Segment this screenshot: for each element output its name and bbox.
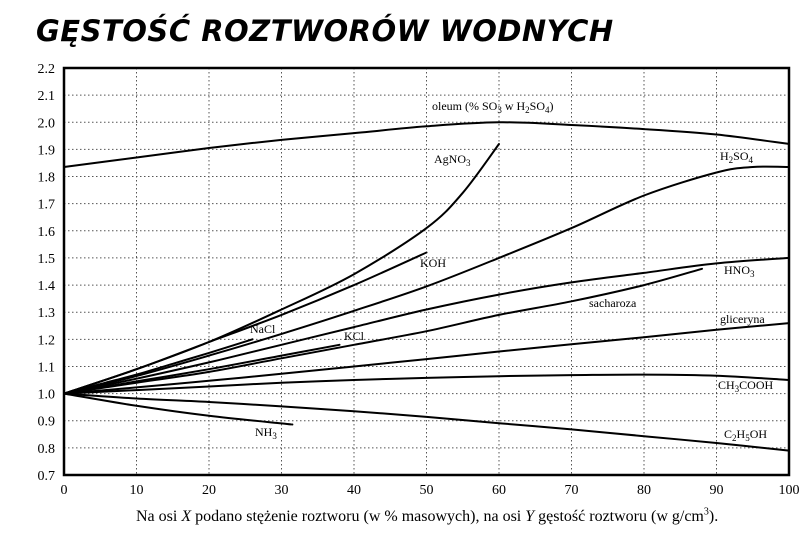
y-tick-label: 1.1 bbox=[37, 360, 55, 376]
series-label-nh3 bbox=[255, 425, 277, 441]
label-text: H bbox=[720, 149, 729, 163]
y-tick-label: 2.2 bbox=[37, 62, 55, 77]
x-tick-label: 40 bbox=[347, 483, 361, 498]
label-text: CH bbox=[718, 378, 735, 392]
label-text: SO bbox=[529, 99, 546, 113]
footnote-exponent: 3 bbox=[703, 506, 709, 518]
label-subscript: 3 bbox=[750, 269, 755, 279]
label-subscript: 4 bbox=[748, 155, 754, 165]
label-subscript: 3 bbox=[466, 158, 471, 168]
x-tick-label: 0 bbox=[60, 483, 68, 498]
label-text: KOH bbox=[420, 256, 446, 270]
series-line-nh3 bbox=[64, 394, 292, 425]
label-text: NH bbox=[255, 425, 273, 439]
y-tick-label: 1.2 bbox=[37, 333, 55, 349]
y-tick-label: 0.7 bbox=[37, 469, 55, 484]
y-tick-label: 2.1 bbox=[37, 89, 55, 105]
x-tick-label: 60 bbox=[492, 483, 506, 498]
x-tick-label: 80 bbox=[637, 483, 651, 498]
label-text: ) bbox=[549, 99, 554, 113]
label-subscript: 4 bbox=[545, 105, 550, 115]
series-label-nacl bbox=[250, 322, 276, 336]
label-text: OH bbox=[749, 427, 768, 441]
axis-footnote bbox=[136, 508, 718, 526]
chart-title: GĘSTOŚĆ ROZTWORÓW WODNYCH bbox=[36, 14, 614, 48]
label-text: oleum (% SO bbox=[432, 99, 498, 113]
x-tick-label: 90 bbox=[709, 483, 724, 498]
y-tick-label: 1.9 bbox=[37, 143, 55, 159]
label-subscript: 3 bbox=[734, 384, 740, 394]
label-text: C bbox=[724, 427, 733, 441]
label-text: gliceryna bbox=[720, 312, 765, 326]
label-text: sacharoza bbox=[589, 296, 637, 310]
label-text: w H bbox=[501, 99, 526, 113]
label-text: AgNO bbox=[434, 152, 466, 166]
y-tick-label: 1.0 bbox=[37, 387, 55, 403]
y-tick-label: 2.0 bbox=[37, 116, 55, 132]
grid-layer bbox=[64, 68, 789, 475]
label-subscript: 3 bbox=[497, 105, 502, 115]
x-tick-label: 70 bbox=[564, 483, 579, 498]
footnote-text-4: ). bbox=[708, 508, 719, 525]
series-label-ch3cooh bbox=[718, 378, 774, 394]
series-label-hno3 bbox=[724, 263, 755, 279]
x-tick-label: 100 bbox=[778, 483, 800, 498]
label-text: COOH bbox=[739, 378, 774, 392]
x-tick-label: 20 bbox=[202, 483, 216, 498]
y-tick-label: 1.6 bbox=[37, 224, 55, 240]
series-label-sacharoza bbox=[589, 296, 637, 310]
label-subscript: 3 bbox=[272, 431, 277, 441]
label-text: NaCl bbox=[250, 322, 276, 336]
label-text: HNO bbox=[724, 263, 750, 277]
series-label-h2so4 bbox=[720, 149, 754, 165]
x-tick-label: 10 bbox=[129, 483, 144, 498]
label-text: H bbox=[736, 427, 746, 441]
series-label-oleum-so3-w-h2so4 bbox=[432, 99, 554, 115]
y-tick-label: 0.9 bbox=[37, 414, 55, 430]
footnote-y-var: Y bbox=[525, 508, 535, 525]
series-label-c2h5oh bbox=[724, 427, 767, 443]
y-tick-label: 0.8 bbox=[37, 441, 55, 457]
y-tick-label: 1.5 bbox=[37, 251, 55, 267]
footnote-text-1: Na osi bbox=[136, 508, 182, 525]
series-line-c2h5oh bbox=[64, 394, 789, 451]
label-subscript: 2 bbox=[728, 155, 734, 165]
series-line-gliceryna bbox=[64, 323, 789, 394]
footnote-x-var: X bbox=[181, 508, 192, 525]
label-subscript: 2 bbox=[732, 433, 737, 443]
y-tick-label: 1.4 bbox=[37, 279, 55, 295]
label-text: SO bbox=[733, 149, 749, 163]
x-tick-label: 30 bbox=[274, 483, 289, 498]
series-label-koh bbox=[420, 256, 446, 270]
y-tick-label: 1.7 bbox=[37, 197, 55, 213]
label-subscript: 5 bbox=[745, 433, 750, 443]
footnote-text-3: gęstość roztworu (w g/cm bbox=[534, 508, 704, 525]
series-label-agno3 bbox=[434, 152, 471, 168]
x-tick-label: 50 bbox=[419, 483, 434, 498]
y-tick-label: 1.8 bbox=[37, 170, 55, 186]
label-text: KCl bbox=[344, 329, 365, 343]
label-subscript: 2 bbox=[525, 105, 530, 115]
footnote-text-2: podano stężenie roztworu (w % masowych), na osi bbox=[191, 508, 526, 525]
series-label-gliceryna bbox=[720, 312, 765, 326]
y-tick-label: 1.3 bbox=[37, 306, 55, 322]
series-label-kcl bbox=[344, 329, 365, 343]
